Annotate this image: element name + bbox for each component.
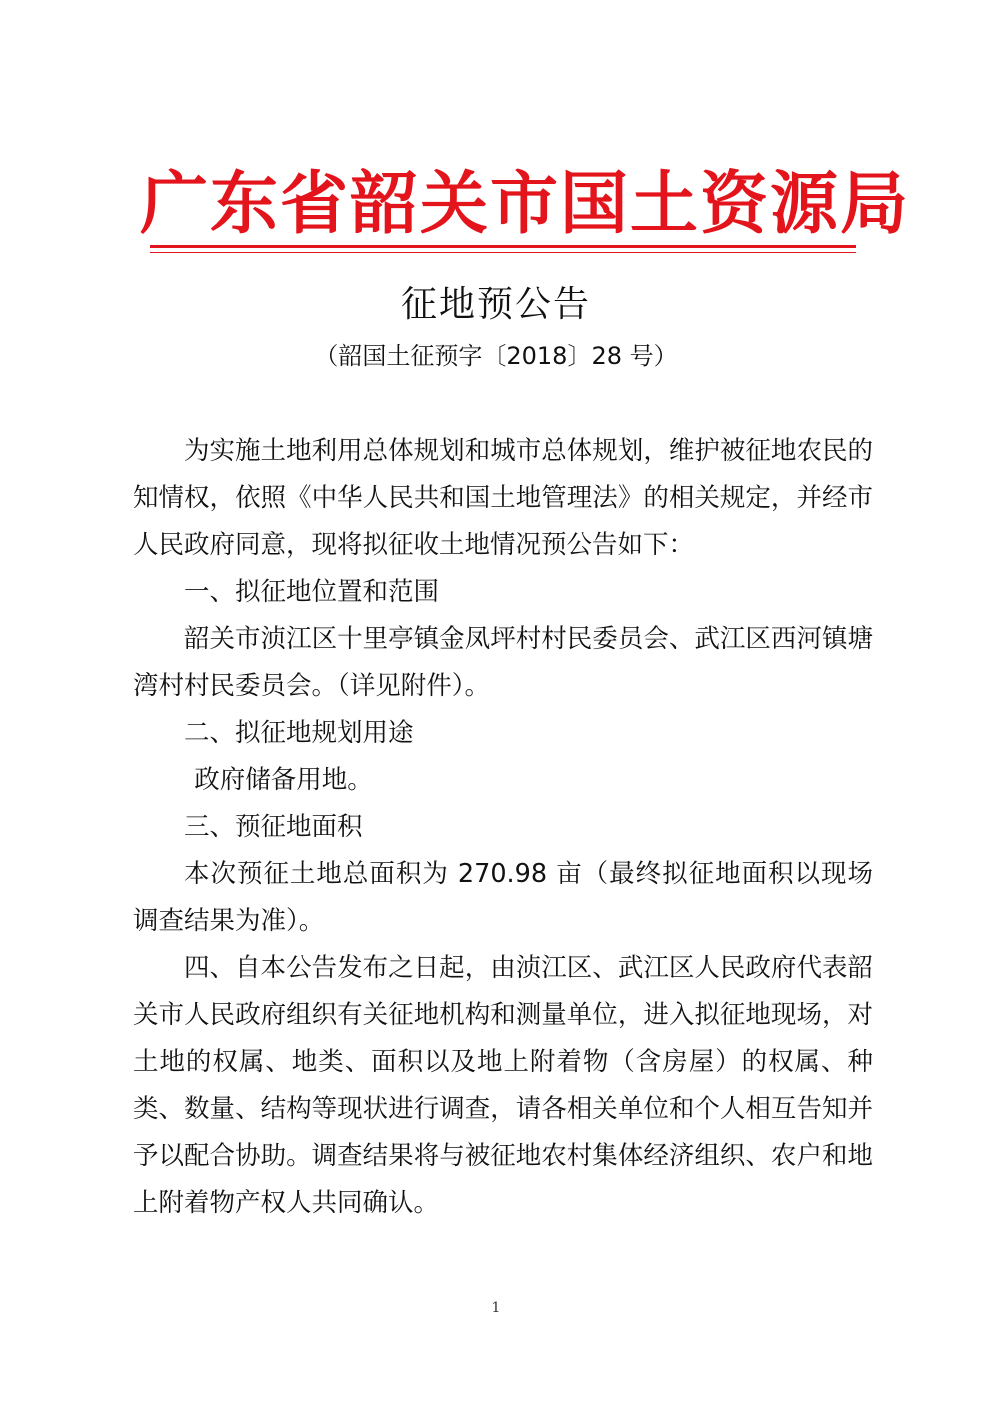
organization-title: 广东省韶关市国土资源局: [140, 165, 911, 244]
page-number: 1: [491, 1300, 501, 1316]
paragraph-intro: 为实施土地利用总体规划和城市总体规划，维护被征地农民的知情权，依照《中华人民共和国土地管理法》的相关规定，并经市人民政府同意，现将拟征收土地情况预公告如下：: [133, 436, 873, 560]
paragraph-usage: 政府储备用地。: [194, 765, 373, 795]
section-heading-area: 三、预征地面积: [184, 812, 363, 842]
header-rule-thin: [150, 252, 856, 253]
paragraph-survey: 四、自本公告发布之日起，由浈江区、武江区人民政府代表韶关市人民政府组织有关征地机构和测量单位，进入拟征地现场，对土地的权属、地类、面积以及地上附着物（含房屋）的权属、种类、数量、结构等现状进行调查，请各相关单位和个人相互告知并予以配合协助。调查结果将与被征地农村集体经济组织、农户和地上附着物产权人共同确认。: [133, 953, 873, 1218]
notice-number: （韶国土征预字〔2018〕28 号）: [314, 342, 678, 370]
notice-title: 征地预公告: [400, 284, 591, 325]
paragraph-location: 韶关市浈江区十里亭镇金凤坪村村民委员会、武江区西河镇塘湾村村民委员会。（详见附件）。: [133, 624, 873, 701]
notice-body: [133, 428, 873, 1227]
section-heading-location: 一、拟征地位置和范围: [184, 577, 440, 607]
header-rule-thick: [150, 245, 856, 248]
section-heading-usage: 二、拟征地规划用途: [184, 718, 414, 748]
paragraph-area: 本次预征土地总面积为 270.98 亩（最终拟征地面积以现场调查结果为准）。: [133, 859, 873, 936]
